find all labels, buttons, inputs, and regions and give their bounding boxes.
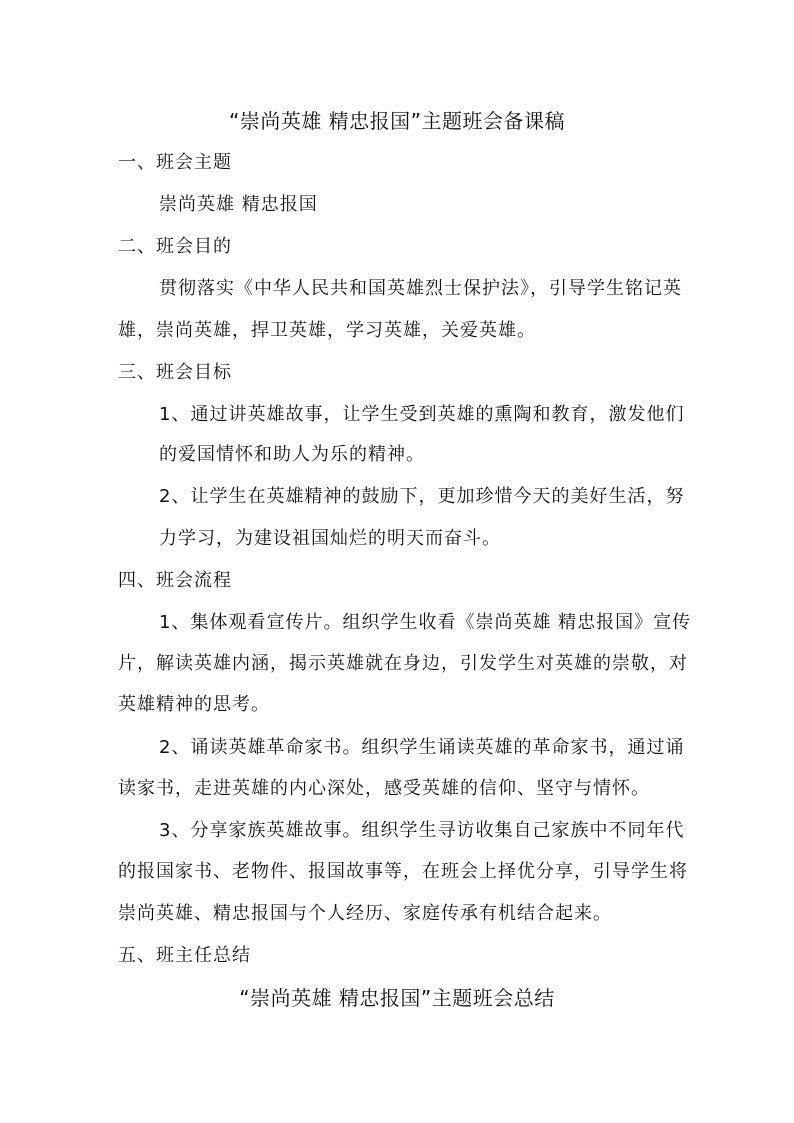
theme-text: 崇尚英雄 精忠报国 [159,194,318,215]
section-heading-theme: 一、班会主题 [118,152,232,173]
process-3-line-2: 的报国家书、老物件、报国故事等，在班会上择优分享，引导学生将 [118,861,688,882]
summary-title: “崇尚英雄 精忠报国”主题班会总结 [239,986,555,1010]
purpose-line-1: 贯彻落实《中华人民共和国英雄烈士保护法》，引导学生铭记英 [159,278,682,299]
goal-1-line-1: 1、通过讲英雄故事，让学生受到英雄的熏陶和教育，激发他们 [159,404,685,425]
goal-2-line-2: 力学习，为建设祖国灿烂的明天而奋斗。 [159,528,501,549]
goal-1-line-2: 的爱国情怀和助人为乐的精神。 [159,444,425,465]
process-1-line-3: 英雄精神的思考。 [118,694,270,715]
process-3-line-1: 3、分享家族英雄故事。组织学生寻访收集自己家族中不同年代 [159,820,685,841]
section-heading-goals: 三、班会目标 [118,362,232,383]
process-3-line-3: 崇尚英雄、精忠报国与个人经历、家庭传承有机结合起来。 [118,903,612,924]
section-heading-purpose: 二、班会目的 [118,236,232,257]
process-1-line-1: 1、集体观看宣传片。组织学生收看《崇尚英雄 精忠报国》宣传 [159,612,692,633]
document-title: “崇尚英雄 精忠报国”主题班会备课稿 [228,109,566,133]
process-2-line-1: 2、诵读英雄革命家书。组织学生诵读英雄的革命家书，通过诵 [159,737,685,758]
section-heading-summary: 五、班主任总结 [118,945,251,966]
process-1-line-2: 片，解读英雄内涵，揭示英雄就在身边，引发学生对英雄的崇敬，对 [118,653,688,674]
process-2-line-2: 读家书，走进英雄的内心深处，感受英雄的信仰、坚守与情怀。 [118,778,650,799]
goal-2-line-1: 2、让学生在英雄精神的鼓励下，更加珍惜今天的美好生活，努 [159,486,685,507]
purpose-line-2: 雄，崇尚英雄，捍卫英雄，学习英雄，关爱英雄。 [118,320,536,341]
section-heading-process: 四、班会流程 [118,570,232,591]
